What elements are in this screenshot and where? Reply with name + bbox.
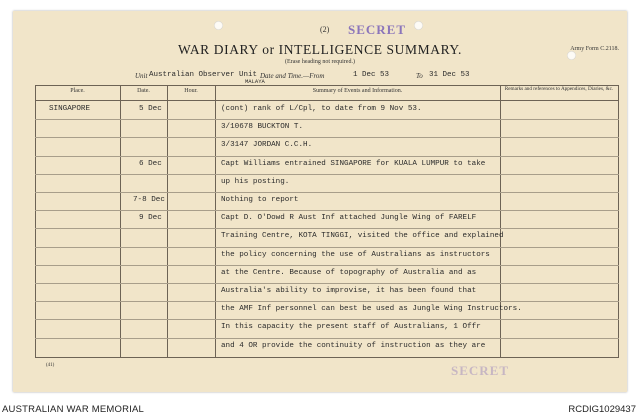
secret-stamp-bottom: SECRET bbox=[451, 363, 510, 378]
row-rule bbox=[35, 210, 619, 211]
row-rule bbox=[35, 319, 619, 320]
form-note: (41) bbox=[46, 363, 55, 368]
column-rule bbox=[35, 85, 36, 357]
form-title: WAR DIARY or INTELLIGENCE SUMMARY. bbox=[177, 42, 463, 57]
row-date: 6 Dec bbox=[139, 159, 162, 168]
header-rule bbox=[35, 100, 619, 101]
army-form-number: Army Form C.2118. bbox=[570, 46, 619, 52]
row-summary: 3/10678 BUCKTON T. bbox=[221, 123, 304, 132]
column-header-hour: Hour. bbox=[184, 88, 198, 94]
row-summary: Training Centre, KOTA TINGGI, visited the office and explained bbox=[221, 232, 504, 241]
row-summary: the AMF Inf personnel can best be used as Jungle Wing Instructors. bbox=[221, 305, 522, 314]
row-rule bbox=[35, 228, 619, 229]
row-summary: at the Centre. Because of topography of Australia and as bbox=[221, 268, 477, 277]
row-summary: Australia's ability to improvise, it has been found that bbox=[221, 287, 477, 295]
row-summary: (cont) rank of L/Cpl, to date from 9 Nov 53. bbox=[221, 105, 422, 113]
table-bottom-rule bbox=[35, 357, 619, 358]
row-summary: and 4 OR provide the continuity of instruction as they are bbox=[221, 341, 486, 350]
secret-stamp-top: SECRET bbox=[348, 22, 407, 37]
row-date: 5 Dec bbox=[139, 105, 162, 113]
unit-label: Unit bbox=[135, 72, 148, 80]
row-rule bbox=[35, 338, 619, 339]
unit-value: Australian Observer Unit bbox=[149, 71, 258, 79]
column-header-summary: Summary of Events and Information. bbox=[312, 88, 403, 94]
date-time-label: Date and Time.—From bbox=[260, 72, 325, 80]
overtyped-location: MALAYA bbox=[245, 78, 265, 85]
row-date: 7-8 Dec bbox=[133, 196, 165, 204]
date-from: 1 Dec 53 bbox=[353, 71, 390, 79]
row-summary: In this capacity the present staff of Australians, 1 Offr bbox=[221, 323, 481, 332]
page-number: (2) bbox=[320, 25, 330, 34]
archive-caption: AUSTRALIAN WAR MEMORIAL bbox=[2, 404, 145, 415]
row-rule bbox=[35, 283, 619, 284]
row-rule bbox=[35, 174, 619, 175]
diary-page bbox=[13, 11, 627, 392]
column-header-remarks: Remarks and references to Appendices, Diaries, &c. bbox=[504, 86, 614, 92]
row-rule bbox=[35, 265, 619, 266]
row-rule bbox=[35, 156, 619, 157]
date-to: 31 Dec 53 bbox=[429, 71, 470, 79]
column-rule bbox=[120, 85, 121, 357]
column-rule bbox=[618, 85, 619, 357]
diary-table bbox=[35, 85, 619, 357]
row-summary: Capt Williams entrained SINGAPORE for KUALA LUMPUR to take bbox=[221, 159, 486, 168]
row-summary: the policy concerning the use of Australians as instructors bbox=[221, 250, 490, 259]
column-header-place: Place. bbox=[70, 88, 85, 94]
form-subtitle: (Erase heading not required.) bbox=[285, 59, 355, 65]
row-place: SINGAPORE bbox=[49, 105, 91, 113]
row-rule bbox=[35, 301, 619, 302]
archive-reference: RCDIG1029437 bbox=[568, 404, 636, 415]
row-summary: 3/3147 JORDAN C.C.H. bbox=[221, 141, 313, 150]
row-summary: Capt D. O'Dowd R Aust Inf attached Jungle Wing of FARELF bbox=[221, 214, 477, 223]
to-label: To bbox=[416, 72, 423, 80]
column-rule bbox=[500, 85, 501, 357]
row-rule bbox=[35, 119, 619, 120]
row-summary: up his posting. bbox=[221, 177, 290, 186]
row-rule bbox=[35, 247, 619, 248]
punch-hole-right bbox=[414, 21, 423, 30]
column-rule bbox=[167, 85, 168, 357]
row-rule bbox=[35, 192, 619, 193]
column-header-date: Date. bbox=[137, 88, 150, 94]
punch-hole-left bbox=[214, 21, 223, 30]
row-summary: Nothing to report bbox=[221, 196, 299, 204]
row-rule bbox=[35, 137, 619, 138]
row-date: 9 Dec bbox=[139, 214, 162, 223]
column-rule bbox=[215, 85, 216, 357]
